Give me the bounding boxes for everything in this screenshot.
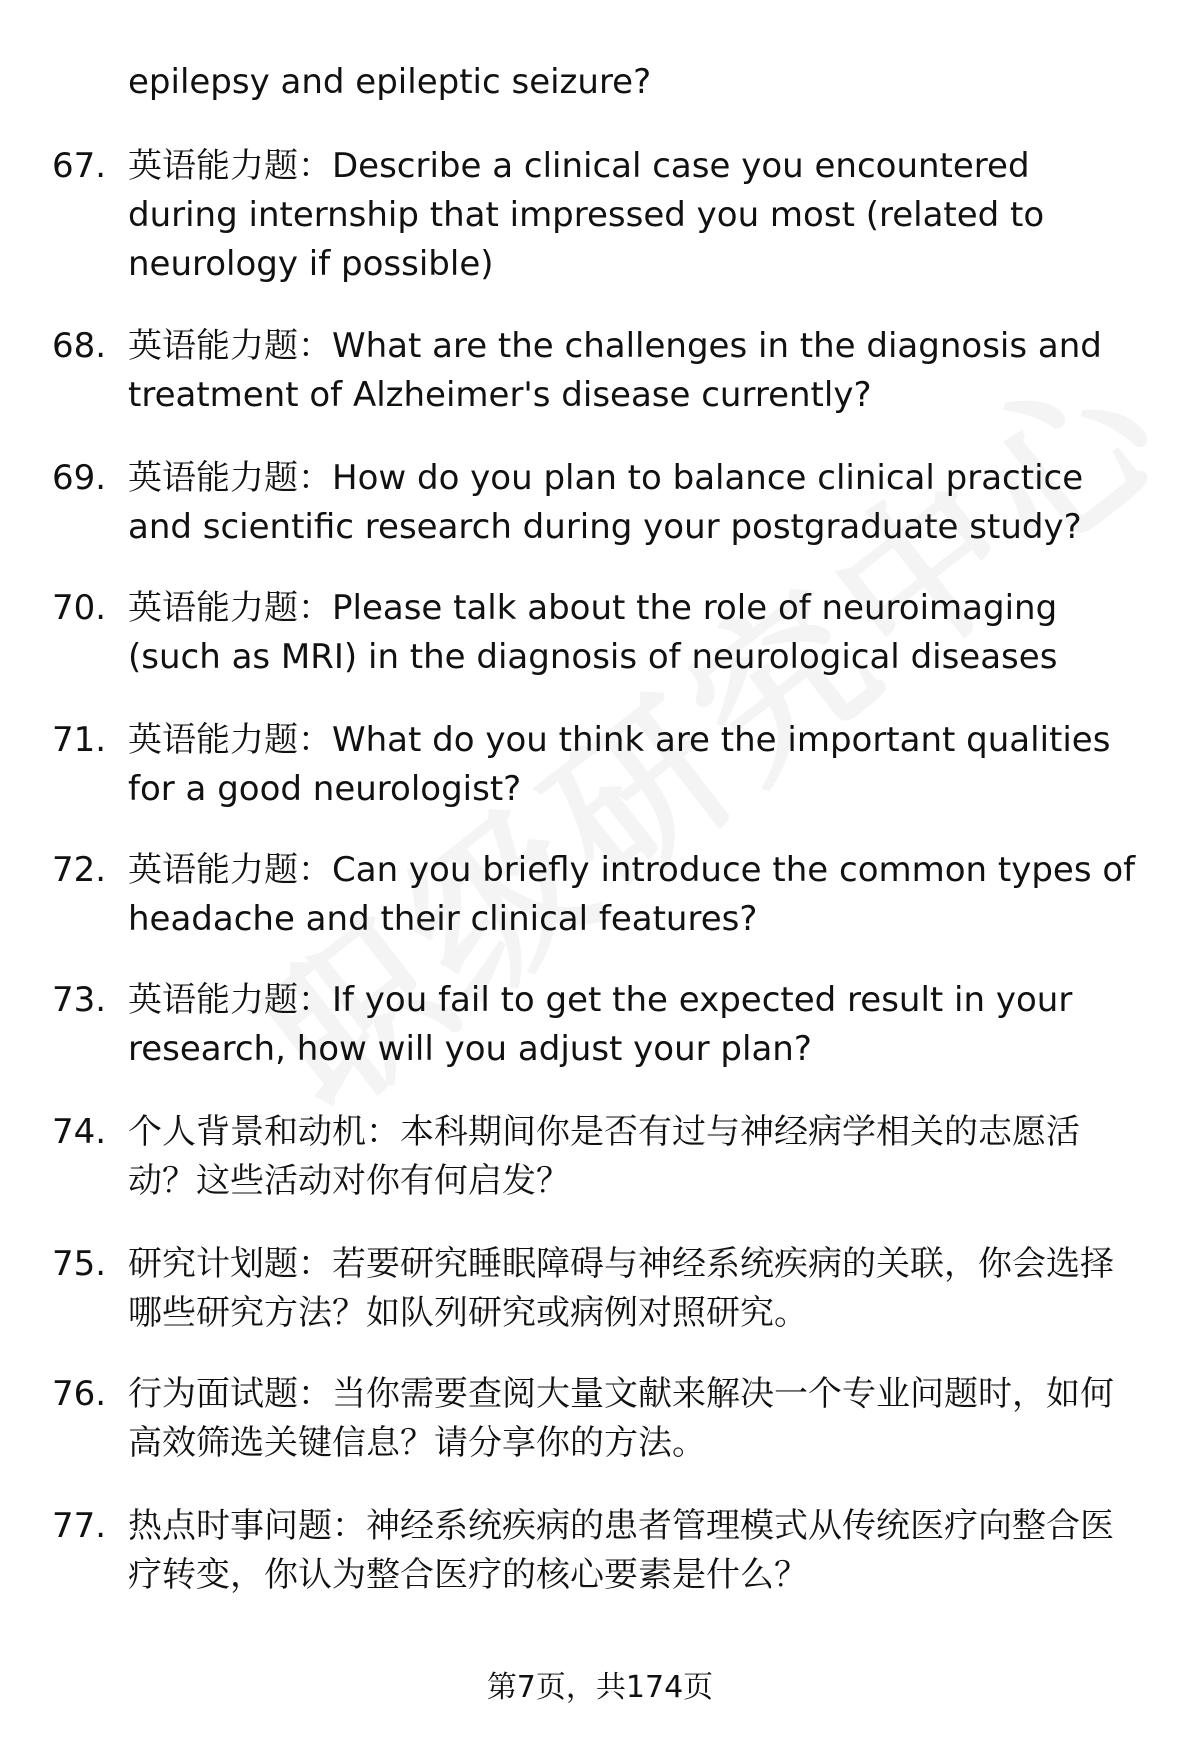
continuation-text: epilepsy and epileptic seizure?: [128, 62, 652, 102]
question-number: 67.: [52, 146, 107, 186]
question-number: 72.: [52, 850, 107, 890]
question-text: 热点时事问题：神经系统疾病的患者管理模式从传统医疗向整合医疗转变，你认为整合医疗的核心要素是什么？: [128, 1506, 1114, 1595]
question-number: 70.: [52, 588, 107, 628]
question-number: 71.: [52, 720, 107, 760]
question-text: 英语能力题：What are the challenges in the diagnosis and treatment of Alzheimer's disease currently?: [128, 326, 1102, 415]
question-number: 68.: [52, 326, 107, 366]
question-number: 74.: [52, 1112, 107, 1152]
question-text: 英语能力题：Please talk about the role of neuroimaging (such as MRI) in the diagnosis of neurological diseases: [128, 588, 1058, 677]
question-text: 个人背景和动机：本科期间你是否有过与神经病学相关的志愿活动？这些活动对你有何启发？: [128, 1112, 1080, 1201]
question-text: 英语能力题：If you fail to get the expected result in your research, how will you adjust your plan?: [128, 980, 1073, 1069]
question-text: 行为面试题：当你需要查阅大量文献来解决一个专业问题时，如何高效筛选关键信息？请分享你的方法。: [128, 1374, 1114, 1463]
question-text: 英语能力题：Can you briefly introduce the common types of headache and their clinical features?: [128, 850, 1136, 939]
question-number: 69.: [52, 458, 107, 498]
question-text: 研究计划题：若要研究睡眠障碍与神经系统疾病的关联，你会选择哪些研究方法？如队列研究或病例对照研究。: [128, 1244, 1114, 1333]
question-number: 77.: [52, 1506, 107, 1546]
question-text: 英语能力题：How do you plan to balance clinical practice and scientific research during your postgraduate study?: [128, 458, 1084, 547]
question-number: 76.: [52, 1374, 107, 1414]
question-text: 英语能力题：What do you think are the important qualities for a good neurologist?: [128, 720, 1111, 809]
question-text: 英语能力题：Describe a clinical case you encountered during internship that impressed you most (related to neurology if possible): [128, 146, 1045, 284]
page-footer: 第7页，共174页: [486, 1670, 714, 1705]
question-number: 73.: [52, 980, 107, 1020]
question-number: 75.: [52, 1244, 107, 1284]
